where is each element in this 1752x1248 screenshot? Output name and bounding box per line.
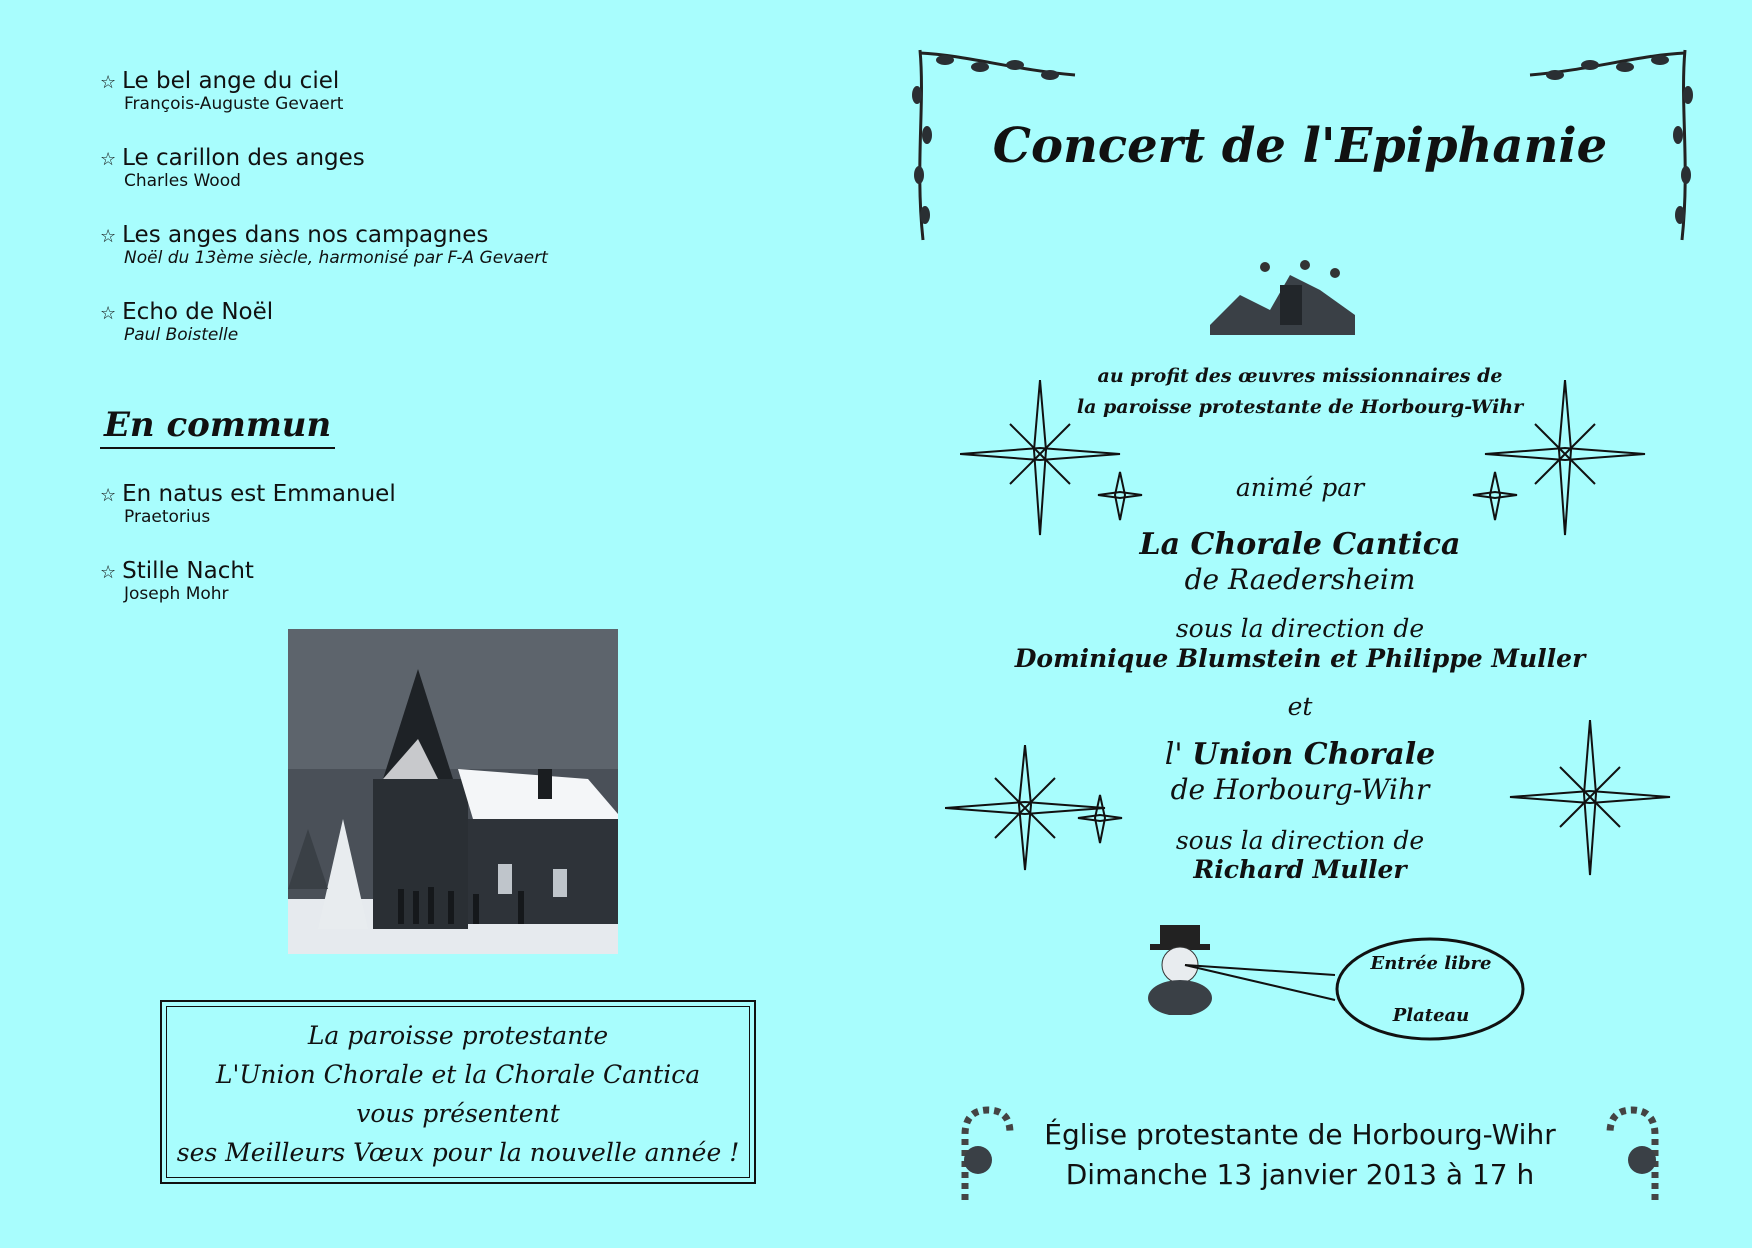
greeting-line: vous présentent (356, 1099, 560, 1128)
star-cluster-icon (1470, 380, 1670, 540)
song-1 (100, 68, 343, 114)
star-bullet-icon: ☆ (100, 72, 117, 93)
song-title: Le bel ange du ciel (122, 68, 340, 94)
choir1-place: de Raedersheim (1184, 563, 1416, 596)
star-cluster-icon (960, 380, 1160, 540)
greeting-line: L'Union Chorale et la Chorale Cantica (215, 1060, 701, 1089)
greeting-line: ses Meilleurs Vœux pour la nouvelle année ! (176, 1138, 740, 1167)
song-title: Les anges dans nos campagnes (122, 222, 489, 248)
common-song-1 (100, 481, 396, 527)
song-3 (100, 222, 548, 268)
song-title: En natus est Emmanuel (122, 481, 396, 507)
star-cluster-icon (945, 745, 1145, 875)
benefit-line: la paroisse protestante de Horbourg-Wihr (1076, 396, 1524, 418)
choir2-place: de Horbourg-Wihr (1170, 773, 1430, 806)
concert-title: Concert de l'Epiphanie (992, 118, 1608, 174)
bubble-collection: Plateau (1392, 1005, 1470, 1026)
choir2-director: Richard Muller (1193, 855, 1407, 884)
star-cluster-icon (1500, 720, 1680, 880)
song-4 (100, 299, 273, 345)
greeting-line: La paroisse protestante (307, 1021, 609, 1050)
bubble-free-entry: Entrée libre (1370, 953, 1492, 974)
choir1-direction-label: sous la direction de (1175, 614, 1425, 643)
song-composer: Paul Boistelle (124, 325, 239, 345)
star-bullet-icon: ☆ (100, 149, 117, 170)
song-title: Echo de Noël (122, 299, 274, 325)
choir2-name-prefix: l' (1164, 737, 1193, 772)
song-composer: Charles Wood (124, 171, 241, 191)
choir2-name: Union Chorale (1192, 737, 1436, 772)
song-title: Stille Nacht (122, 558, 254, 584)
song-composer: François-Auguste Gevaert (124, 94, 344, 114)
venue: Église protestante de Horbourg-Wihr (1044, 1118, 1556, 1151)
song-composer: Praetorius (124, 507, 211, 527)
nativity-scene-icon (1210, 255, 1355, 335)
song-composer: Noël du 13ème siècle, harmonisé par F-A Gevaert (124, 248, 548, 268)
choir2-direction-label: sous la direction de (1175, 826, 1425, 855)
speech-bubble (1180, 935, 1530, 1045)
choir1-name: La Chorale Cantica (1139, 527, 1461, 562)
section-heading: En commun (100, 405, 335, 449)
winter-church-illustration (288, 629, 618, 954)
star-bullet-icon: ☆ (100, 485, 117, 506)
star-bullet-icon: ☆ (100, 562, 117, 583)
star-bullet-icon: ☆ (100, 303, 117, 324)
common-song-2 (100, 558, 254, 604)
choir1-directors: Dominique Blumstein et Philippe Muller (1014, 644, 1586, 673)
star-bullet-icon: ☆ (100, 226, 117, 247)
event-date: Dimanche 13 janvier 2013 à 17 h (1065, 1158, 1535, 1191)
animated-by-label: animé par (1235, 473, 1365, 502)
song-composer: Joseph Mohr (124, 584, 229, 604)
song-2 (100, 145, 365, 191)
song-title: Le carillon des anges (122, 145, 365, 171)
greeting-box (160, 1000, 756, 1184)
benefit-line: au profit des œuvres missionnaires de (1097, 365, 1503, 387)
and-label: et (1287, 692, 1313, 721)
